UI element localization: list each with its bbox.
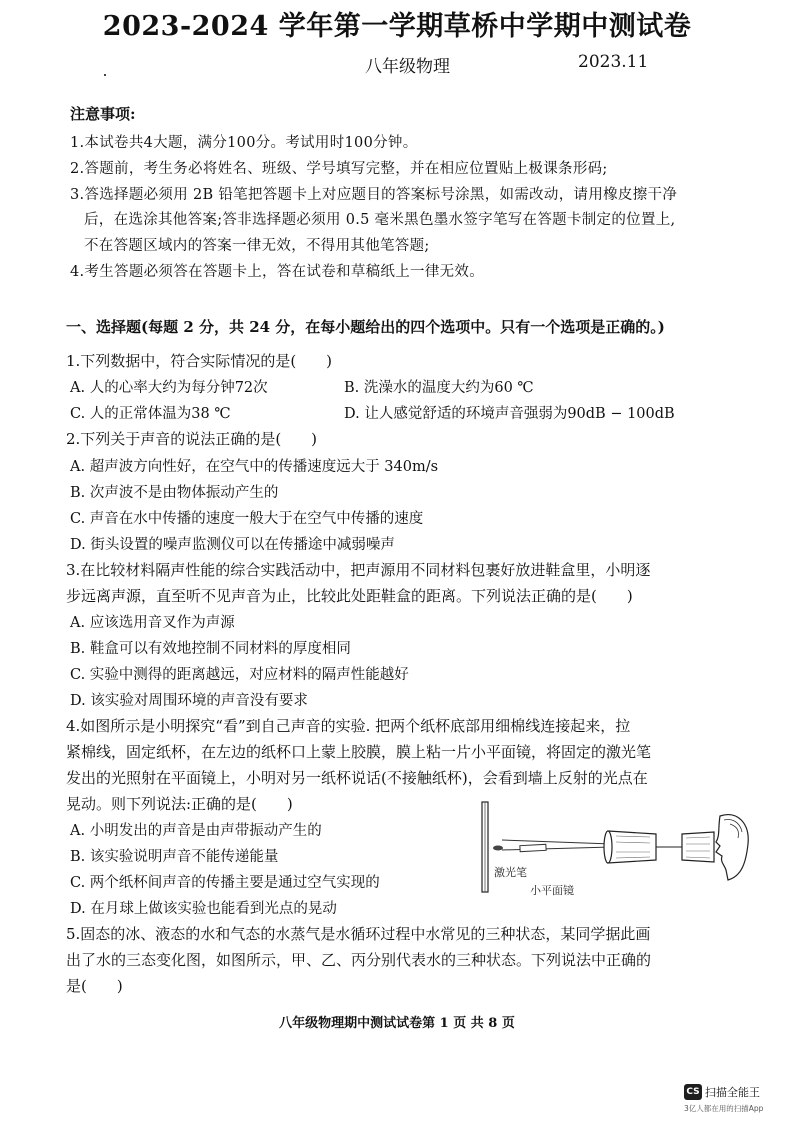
scanner-watermark	[684, 1081, 760, 1100]
left-cup-outline	[608, 831, 656, 863]
option-b: B. 鞋盒可以有效地控制不同材料的厚度相同	[70, 641, 351, 657]
option-d: D. 该实验对周围环境的声音没有要求	[70, 693, 308, 709]
notice-line-4: 4.考生答题必须答在答题卡上，答在试卷和草稿纸上一律无效。	[70, 264, 485, 280]
option-c: C. 声音在水中传播的速度一般大于在空气中传播的速度	[70, 511, 424, 527]
option-a: A. 小明发出的声音是由声带振动产生的	[70, 823, 322, 839]
question-stem: 2.下列关于声音的说法正确的是( )	[66, 430, 318, 448]
laser-cup-diagram	[480, 798, 752, 902]
option-d: D. 街头设置的噪声监测仪可以在传播途中减弱噪声	[70, 537, 395, 553]
question-stem-cont: 紧棉线，固定纸杯，在左边的纸杯口上蒙上胶膜，膜上粘一片小平面镜，将固定的激光笔	[66, 743, 652, 761]
notice-line-3-cont: 后，在选涂其他答案;答非选择题必须用 0.5 毫米黑色墨水签字笔写在答题卡制定的位置上,	[84, 212, 676, 228]
left-cup-mouth	[604, 831, 612, 863]
question-stem: 1.下列数据中，符合实际情况的是( )	[66, 352, 333, 370]
option-c: C. 实验中测得的距离越远，对应材料的隔声性能越好	[70, 667, 409, 683]
exam-date: 2023.11	[578, 52, 649, 72]
notice-line-3: 3.答选择题必须用 2B 铅笔把答题卡上对应题目的答案标号涂黑，如需改动，请用橡皮擦干净	[70, 187, 678, 203]
page-footer: 八年级物理期中测试试卷第 1 页 共 8 页	[279, 1016, 515, 1031]
camscanner-logo-icon: CS	[684, 1084, 702, 1100]
option-b: B. 次声波不是由物体振动产生的	[70, 485, 279, 501]
question-stem: 3.在比较材料隔声性能的综合实践活动中，把声源用不同材料包裹好放进鞋盒里，小明逐	[66, 561, 651, 579]
option-b: B. 洗澡水的温度大约为60 ℃	[344, 380, 534, 396]
question-stem-cont: 发出的光照射在平面镜上，小明对另一纸杯说话(不接触纸杯)，会看到墙上反射的光点在	[66, 769, 648, 787]
option-c: C. 两个纸杯间声音的传播主要是通过空气实现的	[70, 875, 380, 891]
option-c: C. 人的正常体温为38 ℃	[70, 406, 231, 422]
laser-cup-figure	[480, 798, 752, 898]
exam-title: 2023-2024 学年第一学期草桥中学期中测试卷	[102, 11, 692, 42]
option-a: A. 超声波方向性好，在空气中的传播速度远大于 340m/s	[70, 459, 439, 475]
question-stem-cont: 是( )	[66, 977, 123, 995]
section-heading: 一、选择题(每题 2 分，共 24 分，在每小题给出的四个选项中。只有一个选项是正确的。)	[66, 318, 665, 336]
option-d: D. 在月球上做该实验也能看到光点的晃动	[70, 901, 337, 917]
option-a: A. 应该选用音叉作为声源	[70, 615, 235, 631]
laser-pointer-body	[520, 844, 546, 851]
laser-beam-incident	[502, 840, 612, 844]
notice-heading: 注意事项:	[70, 105, 136, 123]
question-stem: 5.固态的冰、液态的水和气态的水蒸气是水循环过程中水常见的三种状态，某同学据此画	[66, 925, 651, 943]
light-spot	[493, 846, 503, 851]
label-mirror: 小平面镜	[530, 884, 574, 897]
notice-line-2: 2.答题前，考生务必将姓名、班级、学号填写完整，并在相应位置贴上极课条形码;	[70, 161, 608, 177]
exam-subject: 八年级物理	[365, 57, 450, 77]
laser-beam-reflected	[502, 847, 612, 850]
question-stem-cont: 出了水的三态变化图，如图所示，甲、乙、丙分别代表水的三种状态。下列说法中正确的	[66, 951, 652, 969]
notice-line-3-cont2: 不在答题区域内的答案一律无效，不得用其他笔答题;	[84, 238, 430, 254]
watermark-name: 扫描全能王	[705, 1085, 760, 1099]
watermark-subtitle: 3亿人都在用的扫描App	[684, 1104, 764, 1113]
option-a: A. 人的心率大约为每分钟72次	[70, 380, 268, 396]
option-d: D. 让人感觉舒适的环境声音强弱为90dB − 100dB	[344, 406, 675, 422]
label-laser-pen: 激光笔	[494, 866, 527, 879]
notice-line-1: 1.本试卷共4大题，满分100分。考试用时100分钟。	[70, 135, 418, 151]
question-stem-cont: 步远离声源，直至听不见声音为止，比较此处距鞋盒的距离。下列说法正确的是( )	[66, 587, 633, 605]
question-stem: 4.如图所示是小明探究“看”到自己声音的实验. 把两个纸杯底部用细棉线连接起来，拉	[66, 717, 631, 735]
option-b: B. 该实验说明声音不能传递能量	[70, 849, 279, 865]
question-stem-cont: 晃动。则下列说法:正确的是( )	[66, 795, 293, 813]
scan-speck	[104, 74, 106, 76]
